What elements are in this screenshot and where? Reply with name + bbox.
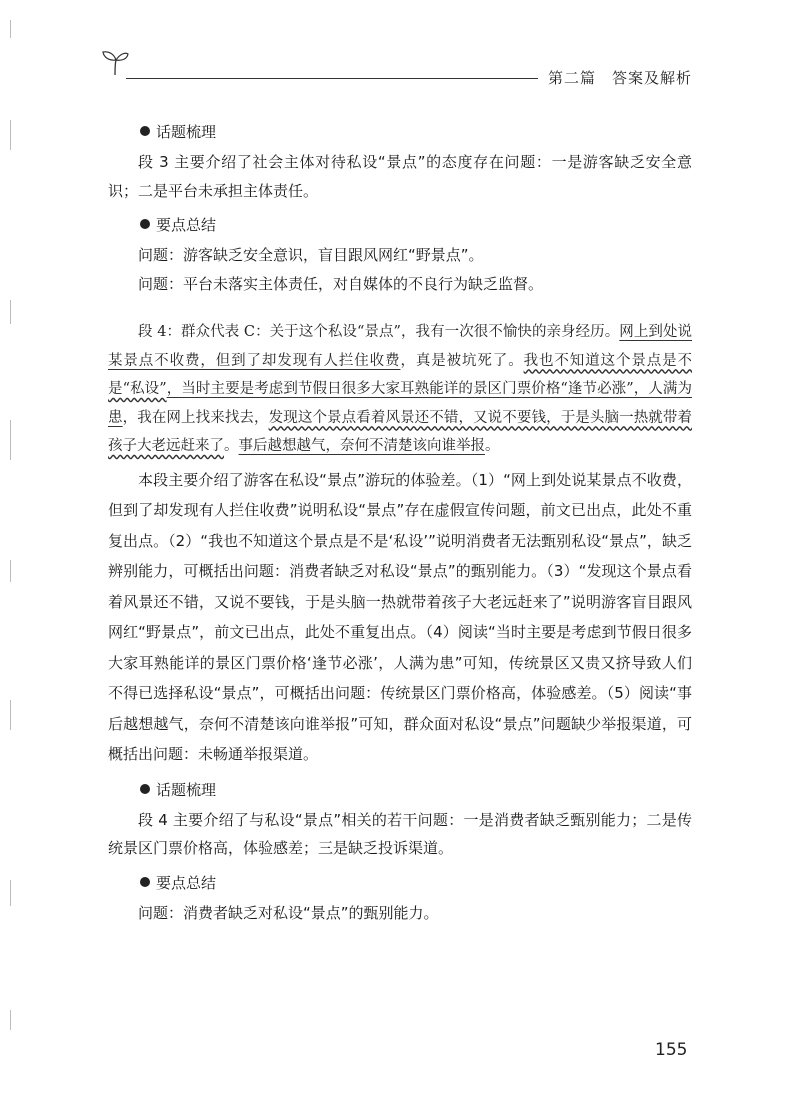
underlined-phrase: 网上到处说某景点不收费，但到了却发现有人拦住收费: [108, 324, 692, 369]
page-number: 155: [655, 1040, 688, 1060]
underlined-phrase: 我也不知道这个景点是不是“私设”: [108, 352, 693, 397]
summary-point: 问题：平台未落实主体责任，对自媒体的不良行为缺乏监督。: [138, 274, 544, 293]
topic-paragraph: 段 4 主要介绍了与私设“景点”相关的若干问题：一是消费者缺乏甄别能力；二是传统景区门票价格高，体验感差；三是缺乏投诉渠道。: [108, 810, 692, 857]
source-quote: 段 4：群众代表 C：关于这个私设“景点”，我有一次很不愉快的亲身经历。网上到处说某景点不收费，但到了却发现有人拦住收费，真是被坑死了。我也不知道这个景点是不是“私设”，当时主要是考虑到节假日很多大家耳熟能详的景区门票价格“逢节必涨”，人满为患，我在网上找来找去，发现这个景点看着风景还不错，又说不要钱，于是头脑一热就带着孩子大老远赶来了。事后越想越气，奈何不清楚该向谁举报。: [108, 324, 693, 454]
header-title: 答案及解析: [612, 69, 693, 87]
bullet-icon: [140, 784, 150, 794]
topic-paragraph: 段 3 主要介绍了社会主体对待私设“景点”的态度存在问题：一是游客缺乏安全意识；二是平台未承担主体责任。: [108, 153, 692, 200]
underlined-phrase: 发现这个景点看着风景还不错，又说不要钱，于是头脑一热就带着孩子大老远赶来了: [108, 409, 693, 454]
underlined-phrase: ，当时主要是考虑到节假日很多大家耳熟能详的景区门票价格“逢节必涨”，人满为患: [108, 381, 692, 426]
summary-point: 问题：消费者缺乏对私设“景点”的甄别能力。: [138, 903, 439, 922]
analysis-paragraph: 本段主要介绍了游客在私设“景点”游玩的体验差。（1）“网上到处说某景点不收费，但到了却发现有人拦住收费”说明私设“景点”存在虚假宣传问题，前文已出点，此处不重复出点。（2）“我也不知道这个景点是不是‘私设’”说明消费者无法甄别私设“景点”，缺乏辨别能力，可概括出问题：消费者缺乏对私设“景点”的甄别能力。（3）“发现这个景点看着风景还不错，又说不要钱，于是头脑一热就带着孩子大老远赶来了”说明游客盲目跟风网红“野景点”，前文已出点，此处不重复出点。（4）阅读“当时主要是考虑到节假日很多大家耳熟能详的景区门票价格‘逢节必涨’，人满为患”可知，传统景区又贵又挤导致人们不得已选择私设“景点”，可概括出问题：传统景区门票价格高，体验感差。（5）阅读“事后越想越气，奈何不清楚该向谁举报”可知，群众面对私设“景点”问题缺少举报渠道，可概括出问题：未畅通举报渠道。: [108, 470, 692, 763]
sprout-icon: [100, 48, 130, 76]
underlined-phrase: 事后越想越气，奈何不清楚该向谁举报: [238, 438, 485, 454]
header-rule: [126, 78, 538, 79]
section-heading-summary: 要点总结: [108, 211, 692, 239]
section-heading-summary: 要点总结: [108, 869, 692, 897]
summary-point: 问题：游客缺乏安全意识，盲目跟风网红“野景点”。: [138, 246, 484, 264]
section-heading-topic: 话题梳理: [108, 118, 692, 146]
bullet-icon: [140, 219, 150, 229]
binding-margin-marks: [8, 0, 14, 1115]
bullet-icon: [140, 126, 150, 136]
running-header: [548, 67, 692, 88]
section-heading-topic: 话题梳理: [108, 776, 692, 804]
page-content: [108, 112, 692, 927]
bullet-icon: [140, 877, 150, 887]
header-part: 第二篇: [548, 69, 597, 87]
